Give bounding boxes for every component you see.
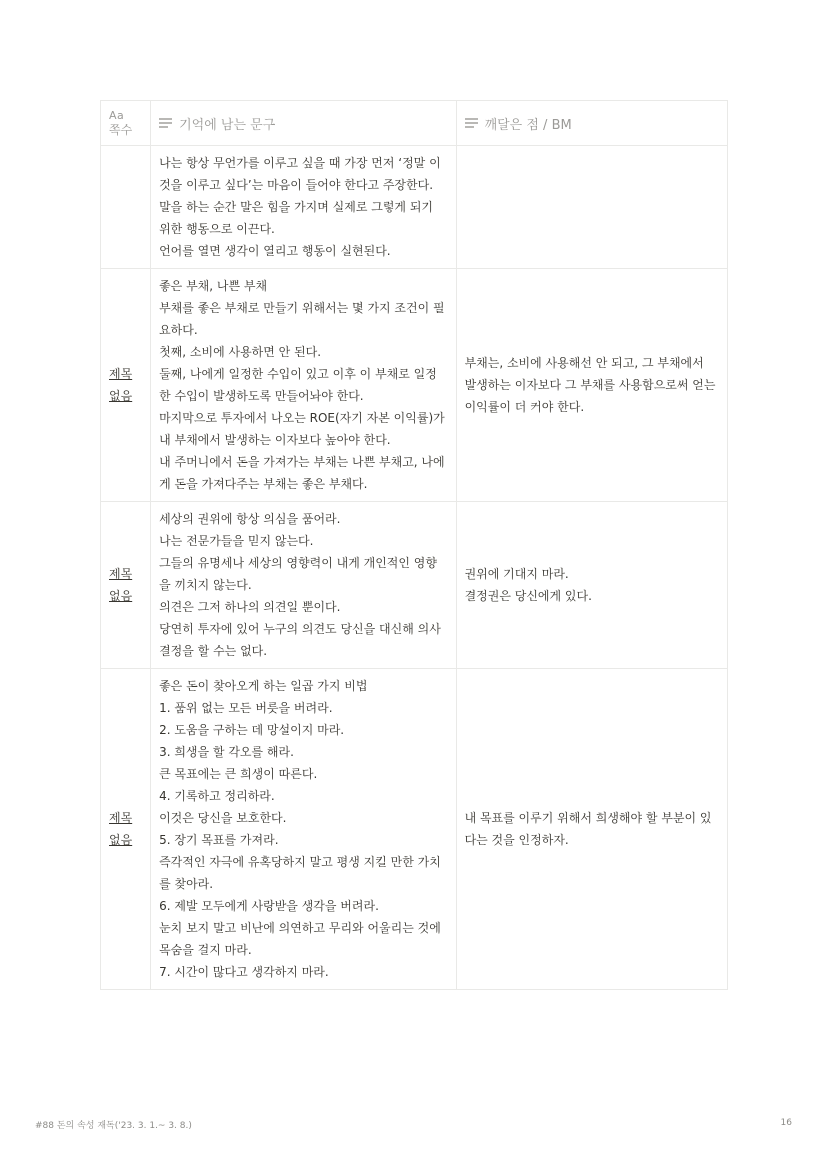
quote-line: 세상의 권위에 항상 의심을 품어라. bbox=[159, 512, 341, 526]
page-cell[interactable] bbox=[101, 269, 151, 502]
page-title-link[interactable]: 제목 없음 bbox=[109, 567, 133, 603]
text-property-icon bbox=[465, 118, 478, 128]
quote-line: 4. 기록하고 정리하라. bbox=[159, 789, 275, 803]
insight-cell[interactable] bbox=[456, 146, 727, 269]
text-property-icon bbox=[159, 118, 172, 128]
footer-title: #88 돈의 속성 재독('23. 3. 1.~ 3. 8.) bbox=[35, 1121, 192, 1131]
header-page-label: 쪽수 bbox=[109, 123, 133, 137]
page-cell[interactable] bbox=[101, 502, 151, 669]
page-cell[interactable] bbox=[101, 669, 151, 990]
header-insight[interactable] bbox=[456, 101, 727, 146]
insight-cell[interactable] bbox=[456, 669, 727, 990]
title-property-icon: Aa bbox=[109, 109, 125, 122]
quote-line: 2. 도움을 구하는 데 망설이지 마라. bbox=[159, 723, 345, 737]
table-row bbox=[101, 669, 728, 990]
quote-cell[interactable] bbox=[151, 269, 456, 502]
quote-line: 말을 하는 순간 말은 힘을 가지며 실제로 그렇게 되기 위한 행동으로 이끈다. bbox=[159, 200, 434, 236]
page-title-link[interactable]: 제목 없음 bbox=[109, 811, 133, 847]
page-number: 16 bbox=[780, 1118, 792, 1128]
quote-cell[interactable] bbox=[151, 669, 456, 990]
quote-line: 이것은 당신을 보호한다. bbox=[159, 811, 287, 825]
quote-line: 언어를 열면 생각이 열리고 행동이 실현된다. bbox=[159, 244, 391, 258]
header-page[interactable] bbox=[101, 101, 151, 146]
insight-line: 내 목표를 이루기 위해서 희생해야 할 부분이 있다는 것을 인정하자. bbox=[464, 811, 712, 847]
header-quote[interactable] bbox=[151, 101, 456, 146]
quote-line: 그들의 유명세나 세상의 영향력이 내게 개인적인 영향을 끼치지 않는다. bbox=[159, 556, 437, 592]
table-row bbox=[101, 502, 728, 669]
quote-line: 의견은 그저 하나의 의견일 뿐이다. bbox=[159, 600, 341, 614]
quote-cell[interactable] bbox=[151, 502, 456, 669]
insight-cell[interactable] bbox=[456, 269, 727, 502]
insight-line: 부채는, 소비에 사용해선 안 되고, 그 부채에서 발생하는 이자보다 그 부채를 사용함으로써 얻는 이익률이 더 커야 한다. bbox=[464, 356, 716, 414]
quote-line: 내 주머니에서 돈을 가져가는 부채는 나쁜 부채고, 나에게 돈을 가져다주는 부채는 좋은 부채다. bbox=[159, 455, 445, 491]
table-row bbox=[101, 269, 728, 502]
quote-line: 눈치 보지 말고 비난에 의연하고 무리와 어울리는 것에 목숨을 걸지 마라. bbox=[159, 921, 441, 957]
quote-line: 3. 희생을 할 각오를 해라. bbox=[159, 745, 294, 759]
quote-line: 큰 목표에는 큰 희생이 따른다. bbox=[159, 767, 318, 781]
quote-line: 부채를 좋은 부채로 만들기 위해서는 몇 가지 조건이 필요하다. bbox=[159, 301, 445, 337]
reading-notes-table bbox=[100, 100, 728, 990]
quote-line: 둘째, 나에게 일정한 수입이 있고 이후 이 부채로 일정한 수입이 발생하도록 만들어놔야 한다. bbox=[159, 367, 437, 403]
header-insight-label: 깨달은 점 / BM bbox=[484, 117, 572, 133]
table-row bbox=[101, 146, 728, 269]
page-title-link[interactable]: 제목 없음 bbox=[109, 367, 133, 403]
header-quote-label: 기억에 남는 문구 bbox=[179, 117, 276, 133]
page-cell[interactable] bbox=[101, 146, 151, 269]
quote-line: 첫째, 소비에 사용하면 안 된다. bbox=[159, 345, 322, 359]
quote-line: 1. 품위 없는 모든 버릇을 버려라. bbox=[159, 701, 333, 715]
quote-line: 나는 전문가들을 믿지 않는다. bbox=[159, 534, 314, 548]
quote-line: 5. 장기 목표를 가져라. bbox=[159, 833, 279, 847]
quote-line: 6. 제발 모두에게 사랑받을 생각을 버려라. bbox=[159, 899, 379, 913]
quote-line: 마지막으로 투자에서 나오는 ROE(자기 자본 이익률)가 내 부채에서 발생하는 이자보다 높아야 한다. bbox=[159, 411, 445, 447]
quote-line: 나는 항상 무언가를 이루고 싶을 때 가장 먼저 ‘정말 이것을 이루고 싶다’는 마음이 들어야 한다고 주장한다. bbox=[159, 156, 441, 192]
quote-line: 좋은 부채, 나쁜 부채 bbox=[159, 279, 268, 293]
quote-cell[interactable] bbox=[151, 146, 456, 269]
quote-line: 즉각적인 자극에 유혹당하지 말고 평생 지킬 만한 가치를 찾아라. bbox=[159, 855, 441, 891]
table-header-row bbox=[101, 101, 728, 146]
quote-line: 7. 시간이 많다고 생각하지 마라. bbox=[159, 965, 329, 979]
quote-line: 당연히 투자에 있어 누구의 의견도 당신을 대신해 의사결정을 할 수는 없다. bbox=[159, 622, 441, 658]
insight-line: 결정권은 당신에게 있다. bbox=[464, 589, 592, 603]
insight-line: 권위에 기대지 마라. bbox=[464, 567, 569, 581]
insight-cell[interactable] bbox=[456, 502, 727, 669]
quote-line: 좋은 돈이 찾아오게 하는 일곱 가지 비법 bbox=[159, 679, 368, 693]
